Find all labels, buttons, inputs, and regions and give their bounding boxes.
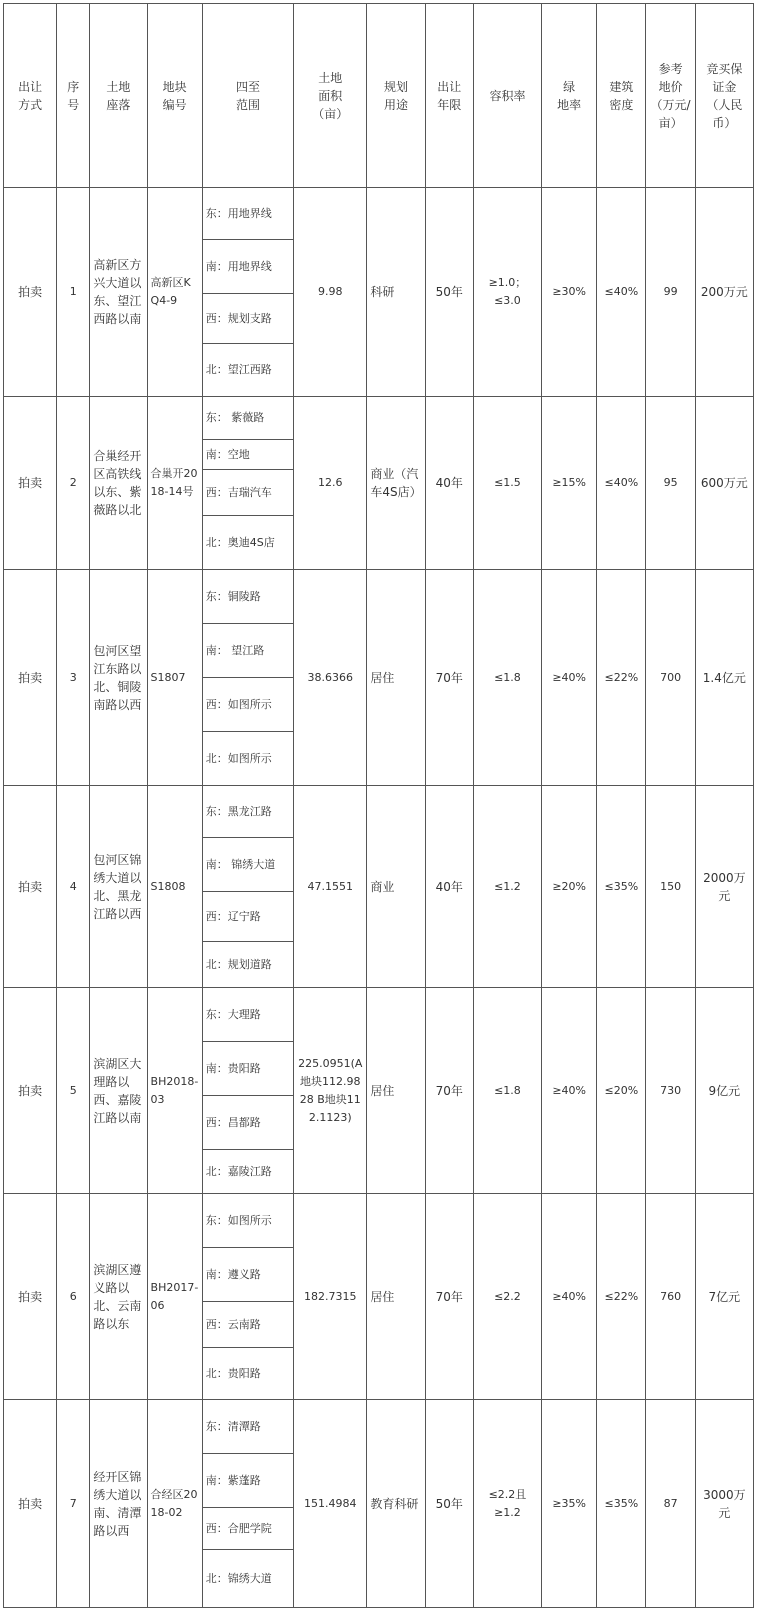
deposit-cell: 2000万元 <box>695 786 753 988</box>
plot-id-cell: S1808 <box>147 786 202 988</box>
use-cell: 教育科研 <box>367 1400 425 1608</box>
density-cell: ≤40% <box>597 188 646 397</box>
land-auction-table <box>3 3 754 1608</box>
bounds-cell: 东：清潭路 <box>202 1400 293 1454</box>
row-number-cell: 4 <box>57 786 90 988</box>
header-use: 规划 用途 <box>367 4 425 188</box>
area-cell: 225.0951(A地块112.9828 B地块112.1123) <box>294 988 367 1194</box>
table-row <box>4 988 754 1042</box>
use-cell: 科研 <box>367 188 425 397</box>
table-row <box>4 1194 754 1248</box>
term-cell: 40年 <box>425 397 473 570</box>
table-header-row <box>4 4 754 188</box>
bounds-cell: 南：空地 <box>202 440 293 470</box>
bounds-cell: 西：如图所示 <box>202 678 293 732</box>
term-cell: 70年 <box>425 570 473 786</box>
location-cell: 滨湖区遵义路以北、云南路以东 <box>90 1194 147 1400</box>
table-row <box>4 786 754 838</box>
density-cell: ≤20% <box>597 988 646 1194</box>
use-cell: 商业 <box>367 786 425 988</box>
far-cell: ≤1.5 <box>473 397 541 570</box>
plot-id-cell: BH2017-06 <box>147 1194 202 1400</box>
plot-id-cell: BH2018-03 <box>147 988 202 1194</box>
deposit-cell: 7亿元 <box>695 1194 753 1400</box>
green-rate-cell: ≥40% <box>542 1194 597 1400</box>
header-green: 绿 地率 <box>542 4 597 188</box>
header-location: 土地 座落 <box>90 4 147 188</box>
price-cell: 87 <box>646 1400 695 1608</box>
header-no: 序 号 <box>57 4 90 188</box>
deposit-cell: 200万元 <box>695 188 753 397</box>
bounds-cell: 西：辽宁路 <box>202 892 293 942</box>
use-cell: 居住 <box>367 988 425 1194</box>
plot-id-cell: S1807 <box>147 570 202 786</box>
use-cell: 居住 <box>367 570 425 786</box>
bounds-cell: 东：黑龙江路 <box>202 786 293 838</box>
density-cell: ≤35% <box>597 1400 646 1608</box>
density-cell: ≤22% <box>597 570 646 786</box>
bounds-cell: 西：昌都路 <box>202 1096 293 1150</box>
plot-id-cell: 高新区KQ4-9 <box>147 188 202 397</box>
price-cell: 700 <box>646 570 695 786</box>
term-cell: 50年 <box>425 188 473 397</box>
bounds-cell: 南：用地界线 <box>202 240 293 294</box>
bounds-cell: 西：吉瑞汽车 <box>202 470 293 516</box>
far-cell: ≤1.2 <box>473 786 541 988</box>
green-rate-cell: ≥40% <box>542 570 597 786</box>
far-cell: ≤1.8 <box>473 570 541 786</box>
bounds-cell: 北：锦绣大道 <box>202 1550 293 1608</box>
use-cell: 商业（汽车4S店） <box>367 397 425 570</box>
bounds-cell: 北：贵阳路 <box>202 1348 293 1400</box>
green-rate-cell: ≥15% <box>542 397 597 570</box>
term-cell: 70年 <box>425 988 473 1194</box>
row-number-cell: 3 <box>57 570 90 786</box>
header-bounds: 四至 范围 <box>202 4 293 188</box>
header-plot-id: 地块 编号 <box>147 4 202 188</box>
method-cell: 拍卖 <box>4 1400 57 1608</box>
area-cell: 182.7315 <box>294 1194 367 1400</box>
density-cell: ≤22% <box>597 1194 646 1400</box>
method-cell: 拍卖 <box>4 1194 57 1400</box>
term-cell: 70年 <box>425 1194 473 1400</box>
area-cell: 151.4984 <box>294 1400 367 1608</box>
method-cell: 拍卖 <box>4 188 57 397</box>
location-cell: 滨湖区大理路以西、嘉陵江路以南 <box>90 988 147 1194</box>
method-cell: 拍卖 <box>4 570 57 786</box>
bounds-cell: 北：规划道路 <box>202 942 293 988</box>
price-cell: 150 <box>646 786 695 988</box>
table-row <box>4 570 754 624</box>
far-cell: ≤2.2 <box>473 1194 541 1400</box>
bounds-cell: 东：如图所示 <box>202 1194 293 1248</box>
bounds-cell: 北：嘉陵江路 <box>202 1150 293 1194</box>
green-rate-cell: ≥40% <box>542 988 597 1194</box>
use-cell: 居住 <box>367 1194 425 1400</box>
bounds-cell: 西：云南路 <box>202 1302 293 1348</box>
table-row <box>4 397 754 440</box>
method-cell: 拍卖 <box>4 988 57 1194</box>
bounds-cell: 南：遵义路 <box>202 1248 293 1302</box>
method-cell: 拍卖 <box>4 786 57 988</box>
bounds-cell: 东：铜陵路 <box>202 570 293 624</box>
bounds-cell: 南： 锦绣大道 <box>202 838 293 892</box>
row-number-cell: 7 <box>57 1400 90 1608</box>
bounds-cell: 西：规划支路 <box>202 294 293 344</box>
bounds-cell: 南：紫蓬路 <box>202 1454 293 1508</box>
row-number-cell: 2 <box>57 397 90 570</box>
term-cell: 50年 <box>425 1400 473 1608</box>
header-area: 土地 面积 （亩） <box>294 4 367 188</box>
location-cell: 经开区锦绣大道以南、清潭路以西 <box>90 1400 147 1608</box>
price-cell: 730 <box>646 988 695 1194</box>
bounds-cell: 东：用地界线 <box>202 188 293 240</box>
plot-id-cell: 合经区2018-02 <box>147 1400 202 1608</box>
plot-id-cell: 合巢开2018-14号 <box>147 397 202 570</box>
deposit-cell: 9亿元 <box>695 988 753 1194</box>
location-cell: 包河区望江东路以北、铜陵南路以西 <box>90 570 147 786</box>
deposit-cell: 1.4亿元 <box>695 570 753 786</box>
row-number-cell: 6 <box>57 1194 90 1400</box>
bounds-cell: 北：望江西路 <box>202 344 293 397</box>
price-cell: 760 <box>646 1194 695 1400</box>
bounds-cell: 南：贵阳路 <box>202 1042 293 1096</box>
bounds-cell: 南： 望江路 <box>202 624 293 678</box>
term-cell: 40年 <box>425 786 473 988</box>
area-cell: 38.6366 <box>294 570 367 786</box>
bounds-cell: 东：大理路 <box>202 988 293 1042</box>
deposit-cell: 600万元 <box>695 397 753 570</box>
price-cell: 99 <box>646 188 695 397</box>
area-cell: 47.1551 <box>294 786 367 988</box>
table-row <box>4 1400 754 1454</box>
area-cell: 9.98 <box>294 188 367 397</box>
method-cell: 拍卖 <box>4 397 57 570</box>
location-cell: 高新区方兴大道以东、望江西路以南 <box>90 188 147 397</box>
price-cell: 95 <box>646 397 695 570</box>
header-deposit: 竞买保 证金 （人民 币） <box>695 4 753 188</box>
row-number-cell: 1 <box>57 188 90 397</box>
green-rate-cell: ≥30% <box>542 188 597 397</box>
location-cell: 包河区锦绣大道以北、黑龙江路以西 <box>90 786 147 988</box>
density-cell: ≤40% <box>597 397 646 570</box>
header-method: 出让 方式 <box>4 4 57 188</box>
table-row <box>4 188 754 240</box>
header-far: 容积率 <box>473 4 541 188</box>
green-rate-cell: ≥20% <box>542 786 597 988</box>
bounds-cell: 北：奥迪4S店 <box>202 516 293 570</box>
far-cell: ≤2.2且 ≥1.2 <box>473 1400 541 1608</box>
header-term: 出让 年限 <box>425 4 473 188</box>
area-cell: 12.6 <box>294 397 367 570</box>
header-density: 建筑 密度 <box>597 4 646 188</box>
far-cell: ≥1.0； ≤3.0 <box>473 188 541 397</box>
bounds-cell: 西：合肥学院 <box>202 1508 293 1550</box>
green-rate-cell: ≥35% <box>542 1400 597 1608</box>
density-cell: ≤35% <box>597 786 646 988</box>
far-cell: ≤1.8 <box>473 988 541 1194</box>
row-number-cell: 5 <box>57 988 90 1194</box>
bounds-cell: 北：如图所示 <box>202 732 293 786</box>
header-price: 参考 地价 （万元/ 亩） <box>646 4 695 188</box>
bounds-cell: 东： 紫薇路 <box>202 397 293 440</box>
deposit-cell: 3000万元 <box>695 1400 753 1608</box>
location-cell: 合巢经开区高铁线以东、紫薇路以北 <box>90 397 147 570</box>
